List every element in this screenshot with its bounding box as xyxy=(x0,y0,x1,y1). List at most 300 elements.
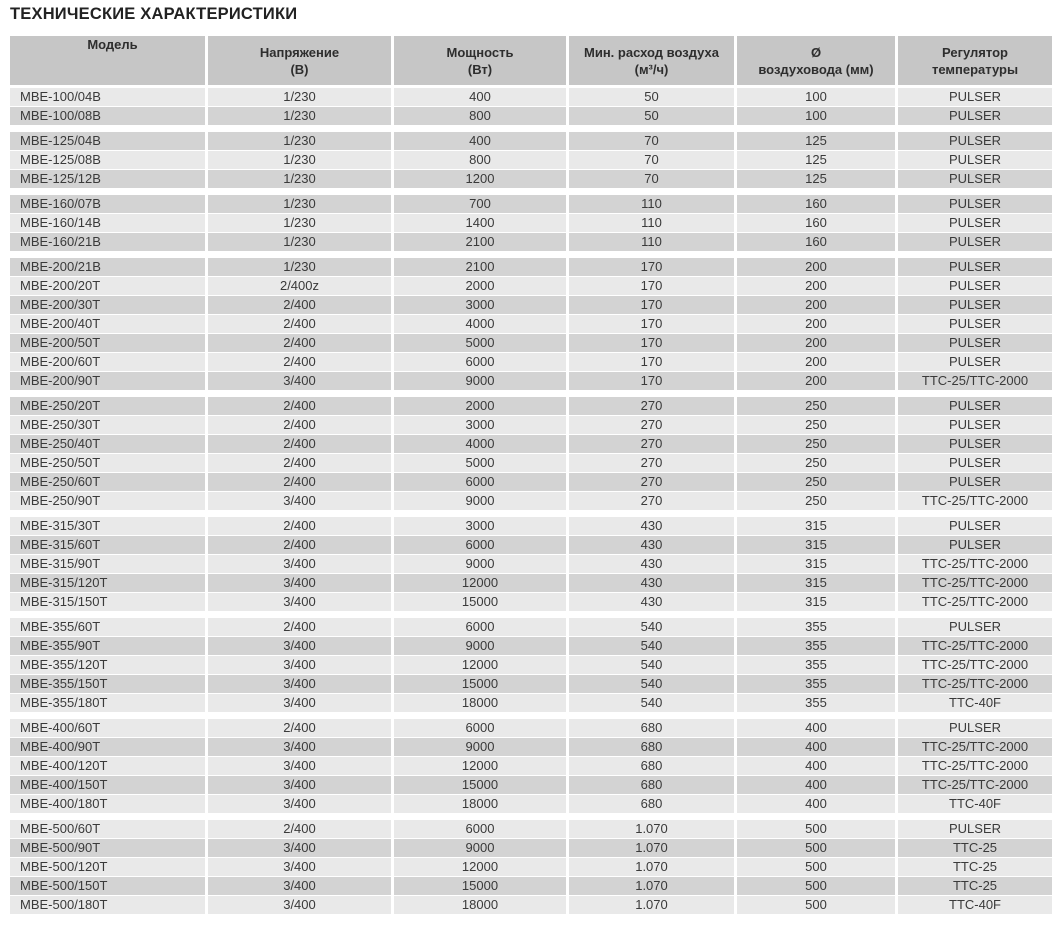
cell-diameter: 250 xyxy=(737,492,895,510)
cell-power: 2000 xyxy=(394,397,566,415)
cell-voltage: 2/400 xyxy=(208,397,391,415)
cell-power: 6000 xyxy=(394,719,566,737)
column-header-airflow xyxy=(569,36,734,85)
cell-power: 15000 xyxy=(394,675,566,693)
table-row xyxy=(10,473,1052,491)
table-row xyxy=(10,574,1052,592)
cell-regulator: TTC-25/TTC-2000 xyxy=(898,637,1052,655)
table-row xyxy=(10,719,1052,737)
cell-airflow: 110 xyxy=(569,233,734,251)
table-row xyxy=(10,795,1052,813)
cell-airflow: 70 xyxy=(569,170,734,188)
cell-diameter: 315 xyxy=(737,536,895,554)
cell-voltage: 1/230 xyxy=(208,195,391,213)
diameter-icon: Ø xyxy=(810,44,822,60)
cell-airflow: 170 xyxy=(569,372,734,390)
cell-model: MBE-500/90T xyxy=(10,839,205,857)
cell-diameter: 400 xyxy=(737,719,895,737)
cell-model: MBE-125/08B xyxy=(10,151,205,169)
cell-voltage: 2/400 xyxy=(208,517,391,535)
cell-power: 15000 xyxy=(394,593,566,611)
cell-diameter: 200 xyxy=(737,353,895,371)
cell-diameter: 200 xyxy=(737,372,895,390)
table-row xyxy=(10,435,1052,453)
table-row xyxy=(10,738,1052,756)
cell-voltage: 1/230 xyxy=(208,151,391,169)
cell-regulator: PULSER xyxy=(898,353,1052,371)
cell-power: 6000 xyxy=(394,536,566,554)
cell-regulator: PULSER xyxy=(898,820,1052,838)
column-header-label: Мин. расход воздуха xyxy=(584,44,719,60)
cell-airflow: 70 xyxy=(569,151,734,169)
cell-voltage: 3/400 xyxy=(208,795,391,813)
cell-regulator: PULSER xyxy=(898,517,1052,535)
cell-diameter: 160 xyxy=(737,214,895,232)
table-row xyxy=(10,195,1052,213)
cell-model: MBE-315/90T xyxy=(10,555,205,573)
cell-voltage: 2/400 xyxy=(208,536,391,554)
cell-model: MBE-500/60T xyxy=(10,820,205,838)
cell-diameter: 250 xyxy=(737,397,895,415)
cell-regulator: TTC-25/TTC-2000 xyxy=(898,656,1052,674)
cell-model: MBE-355/120T xyxy=(10,656,205,674)
cell-airflow: 110 xyxy=(569,195,734,213)
cell-diameter: 250 xyxy=(737,435,895,453)
cell-diameter: 315 xyxy=(737,517,895,535)
cell-airflow: 680 xyxy=(569,795,734,813)
cell-diameter: 200 xyxy=(737,296,895,314)
table-row xyxy=(10,776,1052,794)
cell-regulator: PULSER xyxy=(898,214,1052,232)
cell-voltage: 2/400 xyxy=(208,473,391,491)
cell-voltage: 3/400 xyxy=(208,896,391,914)
cell-diameter: 125 xyxy=(737,151,895,169)
cell-diameter: 400 xyxy=(737,738,895,756)
cell-diameter: 500 xyxy=(737,839,895,857)
cell-airflow: 680 xyxy=(569,776,734,794)
table-row xyxy=(10,296,1052,314)
cell-power: 12000 xyxy=(394,656,566,674)
cell-diameter: 500 xyxy=(737,820,895,838)
table-row xyxy=(10,88,1052,106)
cell-regulator: PULSER xyxy=(898,258,1052,276)
table-row xyxy=(10,694,1052,712)
cell-power: 5000 xyxy=(394,334,566,352)
cell-airflow: 680 xyxy=(569,757,734,775)
cell-regulator: TTC-40F xyxy=(898,694,1052,712)
cell-regulator: TTC-25/TTC-2000 xyxy=(898,372,1052,390)
cell-voltage: 3/400 xyxy=(208,574,391,592)
cell-regulator: PULSER xyxy=(898,719,1052,737)
cell-voltage: 3/400 xyxy=(208,593,391,611)
cell-airflow: 270 xyxy=(569,397,734,415)
cell-airflow: 170 xyxy=(569,258,734,276)
cell-regulator: PULSER xyxy=(898,454,1052,472)
cell-diameter: 125 xyxy=(737,170,895,188)
cell-airflow: 170 xyxy=(569,353,734,371)
cell-model: MBE-400/180T xyxy=(10,795,205,813)
cell-voltage: 2/400z xyxy=(208,277,391,295)
cell-voltage: 2/400 xyxy=(208,334,391,352)
cell-power: 9000 xyxy=(394,372,566,390)
table-row xyxy=(10,618,1052,636)
cell-voltage: 2/400 xyxy=(208,820,391,838)
cell-diameter: 100 xyxy=(737,107,895,125)
cell-voltage: 3/400 xyxy=(208,656,391,674)
table-row xyxy=(10,593,1052,611)
table-row xyxy=(10,372,1052,390)
cell-power: 2100 xyxy=(394,258,566,276)
cell-regulator: TTC-25/TTC-2000 xyxy=(898,776,1052,794)
cell-airflow: 70 xyxy=(569,132,734,150)
cell-power: 18000 xyxy=(394,896,566,914)
cell-airflow: 170 xyxy=(569,315,734,333)
cell-voltage: 2/400 xyxy=(208,454,391,472)
cell-airflow: 680 xyxy=(569,738,734,756)
cell-airflow: 50 xyxy=(569,107,734,125)
cell-regulator: PULSER xyxy=(898,618,1052,636)
cell-regulator: TTC-25 xyxy=(898,858,1052,876)
cell-regulator: PULSER xyxy=(898,435,1052,453)
cell-regulator: TTC-25/TTC-2000 xyxy=(898,555,1052,573)
cell-model: MBE-400/120T xyxy=(10,757,205,775)
cell-model: MBE-200/20T xyxy=(10,277,205,295)
cell-diameter: 250 xyxy=(737,473,895,491)
cell-power: 9000 xyxy=(394,637,566,655)
cell-airflow: 430 xyxy=(569,574,734,592)
column-header-sublabel: (м³/ч) xyxy=(634,61,669,77)
cell-voltage: 1/230 xyxy=(208,88,391,106)
cell-power: 12000 xyxy=(394,574,566,592)
cell-airflow: 430 xyxy=(569,517,734,535)
cell-voltage: 3/400 xyxy=(208,738,391,756)
cell-voltage: 1/230 xyxy=(208,214,391,232)
column-header-model xyxy=(10,36,205,85)
cell-power: 800 xyxy=(394,107,566,125)
cell-power: 3000 xyxy=(394,296,566,314)
cell-model: MBE-355/150T xyxy=(10,675,205,693)
cell-model: MBE-355/60T xyxy=(10,618,205,636)
column-header-power xyxy=(394,36,566,85)
cell-voltage: 1/230 xyxy=(208,107,391,125)
cell-airflow: 270 xyxy=(569,435,734,453)
cell-airflow: 1.070 xyxy=(569,896,734,914)
cell-regulator: TTC-25/TTC-2000 xyxy=(898,675,1052,693)
table-row xyxy=(10,353,1052,371)
cell-regulator: TTC-25/TTC-2000 xyxy=(898,593,1052,611)
cell-regulator: PULSER xyxy=(898,536,1052,554)
column-header-label: Модель xyxy=(87,37,138,52)
cell-voltage: 2/400 xyxy=(208,719,391,737)
column-header-sublabel: температуры xyxy=(931,61,1019,77)
cell-power: 400 xyxy=(394,88,566,106)
cell-voltage: 3/400 xyxy=(208,776,391,794)
cell-diameter: 200 xyxy=(737,277,895,295)
cell-voltage: 3/400 xyxy=(208,492,391,510)
cell-power: 6000 xyxy=(394,353,566,371)
table-row xyxy=(10,517,1052,535)
cell-regulator: PULSER xyxy=(898,334,1052,352)
cell-diameter: 100 xyxy=(737,88,895,106)
cell-diameter: 355 xyxy=(737,656,895,674)
cell-airflow: 1.070 xyxy=(569,820,734,838)
cell-model: MBE-200/21B xyxy=(10,258,205,276)
table-row xyxy=(10,555,1052,573)
cell-airflow: 270 xyxy=(569,416,734,434)
cell-diameter: 160 xyxy=(737,195,895,213)
cell-regulator: PULSER xyxy=(898,88,1052,106)
cell-model: MBE-125/04B xyxy=(10,132,205,150)
cell-airflow: 540 xyxy=(569,694,734,712)
table-row xyxy=(10,315,1052,333)
cell-power: 6000 xyxy=(394,820,566,838)
table-row xyxy=(10,214,1052,232)
column-header-regulator xyxy=(898,36,1052,85)
cell-voltage: 3/400 xyxy=(208,757,391,775)
cell-regulator: PULSER xyxy=(898,170,1052,188)
cell-power: 9000 xyxy=(394,555,566,573)
cell-model: MBE-250/40T xyxy=(10,435,205,453)
table-row xyxy=(10,107,1052,125)
cell-model: MBE-160/21B xyxy=(10,233,205,251)
column-header-label: Регулятор xyxy=(942,44,1008,60)
cell-regulator: PULSER xyxy=(898,473,1052,491)
cell-voltage: 2/400 xyxy=(208,296,391,314)
cell-model: MBE-500/150T xyxy=(10,877,205,895)
table-row xyxy=(10,397,1052,415)
cell-voltage: 3/400 xyxy=(208,675,391,693)
column-header-voltage xyxy=(208,36,391,85)
cell-voltage: 3/400 xyxy=(208,555,391,573)
table-row xyxy=(10,896,1052,914)
cell-power: 9000 xyxy=(394,738,566,756)
cell-model: MBE-355/180T xyxy=(10,694,205,712)
cell-model: MBE-160/14B xyxy=(10,214,205,232)
cell-power: 2100 xyxy=(394,233,566,251)
cell-diameter: 250 xyxy=(737,454,895,472)
cell-model: MBE-250/90T xyxy=(10,492,205,510)
cell-voltage: 3/400 xyxy=(208,694,391,712)
cell-diameter: 200 xyxy=(737,334,895,352)
cell-voltage: 3/400 xyxy=(208,839,391,857)
cell-airflow: 540 xyxy=(569,637,734,655)
cell-model: MBE-200/30T xyxy=(10,296,205,314)
table-row xyxy=(10,858,1052,876)
cell-voltage: 1/230 xyxy=(208,132,391,150)
cell-diameter: 355 xyxy=(737,694,895,712)
cell-power: 9000 xyxy=(394,839,566,857)
cell-diameter: 400 xyxy=(737,776,895,794)
cell-model: MBE-500/120T xyxy=(10,858,205,876)
cell-diameter: 500 xyxy=(737,896,895,914)
cell-power: 18000 xyxy=(394,694,566,712)
cell-voltage: 1/230 xyxy=(208,233,391,251)
cell-airflow: 1.070 xyxy=(569,877,734,895)
cell-diameter: 355 xyxy=(737,618,895,636)
table-row xyxy=(10,637,1052,655)
cell-regulator: TTC-25/TTC-2000 xyxy=(898,492,1052,510)
cell-regulator: TTC-40F xyxy=(898,795,1052,813)
cell-voltage: 3/400 xyxy=(208,858,391,876)
column-header-label: Мощность xyxy=(446,44,514,60)
cell-diameter: 400 xyxy=(737,757,895,775)
table-row xyxy=(10,170,1052,188)
cell-diameter: 355 xyxy=(737,637,895,655)
table-row xyxy=(10,536,1052,554)
cell-voltage: 2/400 xyxy=(208,416,391,434)
cell-model: MBE-500/180T xyxy=(10,896,205,914)
cell-voltage: 1/230 xyxy=(208,170,391,188)
table-row xyxy=(10,820,1052,838)
cell-airflow: 430 xyxy=(569,555,734,573)
cell-model: MBE-400/150T xyxy=(10,776,205,794)
cell-diameter: 160 xyxy=(737,233,895,251)
cell-voltage: 3/400 xyxy=(208,637,391,655)
cell-voltage: 2/400 xyxy=(208,315,391,333)
column-header-label: Напряжение xyxy=(259,44,340,60)
cell-model: MBE-315/60T xyxy=(10,536,205,554)
cell-power: 9000 xyxy=(394,492,566,510)
cell-regulator: PULSER xyxy=(898,397,1052,415)
cell-regulator: PULSER xyxy=(898,233,1052,251)
cell-airflow: 540 xyxy=(569,618,734,636)
cell-voltage: 2/400 xyxy=(208,618,391,636)
cell-voltage: 3/400 xyxy=(208,877,391,895)
cell-airflow: 110 xyxy=(569,214,734,232)
cell-diameter: 500 xyxy=(737,877,895,895)
column-header-diameter xyxy=(737,36,895,85)
cell-airflow: 270 xyxy=(569,473,734,491)
cell-model: MBE-100/04B xyxy=(10,88,205,106)
cell-regulator: PULSER xyxy=(898,277,1052,295)
cell-diameter: 125 xyxy=(737,132,895,150)
cell-diameter: 250 xyxy=(737,416,895,434)
table-body xyxy=(10,88,1052,914)
cell-power: 400 xyxy=(394,132,566,150)
table-row xyxy=(10,334,1052,352)
cell-model: MBE-125/12B xyxy=(10,170,205,188)
cell-model: MBE-250/60T xyxy=(10,473,205,491)
cell-diameter: 315 xyxy=(737,555,895,573)
cell-regulator: PULSER xyxy=(898,296,1052,314)
cell-model: MBE-200/40T xyxy=(10,315,205,333)
cell-airflow: 50 xyxy=(569,88,734,106)
cell-regulator: PULSER xyxy=(898,151,1052,169)
cell-airflow: 170 xyxy=(569,334,734,352)
cell-regulator: TTC-25/TTC-2000 xyxy=(898,757,1052,775)
cell-power: 5000 xyxy=(394,454,566,472)
cell-model: MBE-250/20T xyxy=(10,397,205,415)
cell-regulator: PULSER xyxy=(898,195,1052,213)
cell-diameter: 500 xyxy=(737,858,895,876)
cell-power: 3000 xyxy=(394,517,566,535)
cell-power: 3000 xyxy=(394,416,566,434)
cell-model: MBE-160/07B xyxy=(10,195,205,213)
cell-voltage: 2/400 xyxy=(208,435,391,453)
table-row xyxy=(10,258,1052,276)
cell-voltage: 2/400 xyxy=(208,353,391,371)
table-row xyxy=(10,675,1052,693)
cell-airflow: 680 xyxy=(569,719,734,737)
cell-airflow: 170 xyxy=(569,277,734,295)
table-row xyxy=(10,839,1052,857)
table-row xyxy=(10,233,1052,251)
cell-power: 15000 xyxy=(394,877,566,895)
cell-regulator: PULSER xyxy=(898,416,1052,434)
cell-power: 700 xyxy=(394,195,566,213)
cell-power: 1400 xyxy=(394,214,566,232)
cell-regulator: TTC-25 xyxy=(898,839,1052,857)
cell-airflow: 270 xyxy=(569,454,734,472)
cell-airflow: 430 xyxy=(569,593,734,611)
cell-diameter: 315 xyxy=(737,574,895,592)
cell-airflow: 540 xyxy=(569,656,734,674)
cell-power: 12000 xyxy=(394,757,566,775)
cell-regulator: PULSER xyxy=(898,107,1052,125)
column-header-sublabel: (Вт) xyxy=(467,61,493,77)
table-row xyxy=(10,277,1052,295)
cell-regulator: PULSER xyxy=(898,132,1052,150)
cell-airflow: 1.070 xyxy=(569,858,734,876)
table-row xyxy=(10,454,1052,472)
cell-power: 6000 xyxy=(394,618,566,636)
cell-regulator: PULSER xyxy=(898,315,1052,333)
column-header-sublabel: воздуховода (мм) xyxy=(758,61,874,77)
cell-model: MBE-315/30T xyxy=(10,517,205,535)
cell-regulator: TTC-25/TTC-2000 xyxy=(898,574,1052,592)
cell-power: 12000 xyxy=(394,858,566,876)
table-row xyxy=(10,416,1052,434)
spec-table xyxy=(10,36,1052,914)
cell-power: 6000 xyxy=(394,473,566,491)
table-row xyxy=(10,151,1052,169)
cell-voltage: 3/400 xyxy=(208,372,391,390)
cell-voltage: 1/230 xyxy=(208,258,391,276)
table-row xyxy=(10,132,1052,150)
cell-power: 800 xyxy=(394,151,566,169)
cell-model: MBE-100/08B xyxy=(10,107,205,125)
cell-model: MBE-250/30T xyxy=(10,416,205,434)
table-header-row xyxy=(10,36,1052,85)
table-row xyxy=(10,877,1052,895)
cell-power: 18000 xyxy=(394,795,566,813)
cell-power: 15000 xyxy=(394,776,566,794)
cell-airflow: 170 xyxy=(569,296,734,314)
table-row xyxy=(10,656,1052,674)
column-header-sublabel: (В) xyxy=(290,61,309,77)
cell-model: MBE-355/90T xyxy=(10,637,205,655)
cell-model: MBE-315/120T xyxy=(10,574,205,592)
cell-diameter: 200 xyxy=(737,258,895,276)
page-title: ТЕХНИЧЕСКИЕ ХАРАКТЕРИСТИКИ xyxy=(10,5,298,23)
cell-airflow: 430 xyxy=(569,536,734,554)
cell-model: MBE-200/60T xyxy=(10,353,205,371)
cell-model: MBE-200/50T xyxy=(10,334,205,352)
cell-model: MBE-400/60T xyxy=(10,719,205,737)
table-row xyxy=(10,757,1052,775)
cell-power: 4000 xyxy=(394,435,566,453)
cell-diameter: 200 xyxy=(737,315,895,333)
cell-regulator: TTC-40F xyxy=(898,896,1052,914)
cell-diameter: 315 xyxy=(737,593,895,611)
cell-airflow: 540 xyxy=(569,675,734,693)
cell-model: MBE-250/50T xyxy=(10,454,205,472)
cell-airflow: 1.070 xyxy=(569,839,734,857)
cell-diameter: 355 xyxy=(737,675,895,693)
cell-airflow: 270 xyxy=(569,492,734,510)
cell-power: 2000 xyxy=(394,277,566,295)
cell-power: 1200 xyxy=(394,170,566,188)
